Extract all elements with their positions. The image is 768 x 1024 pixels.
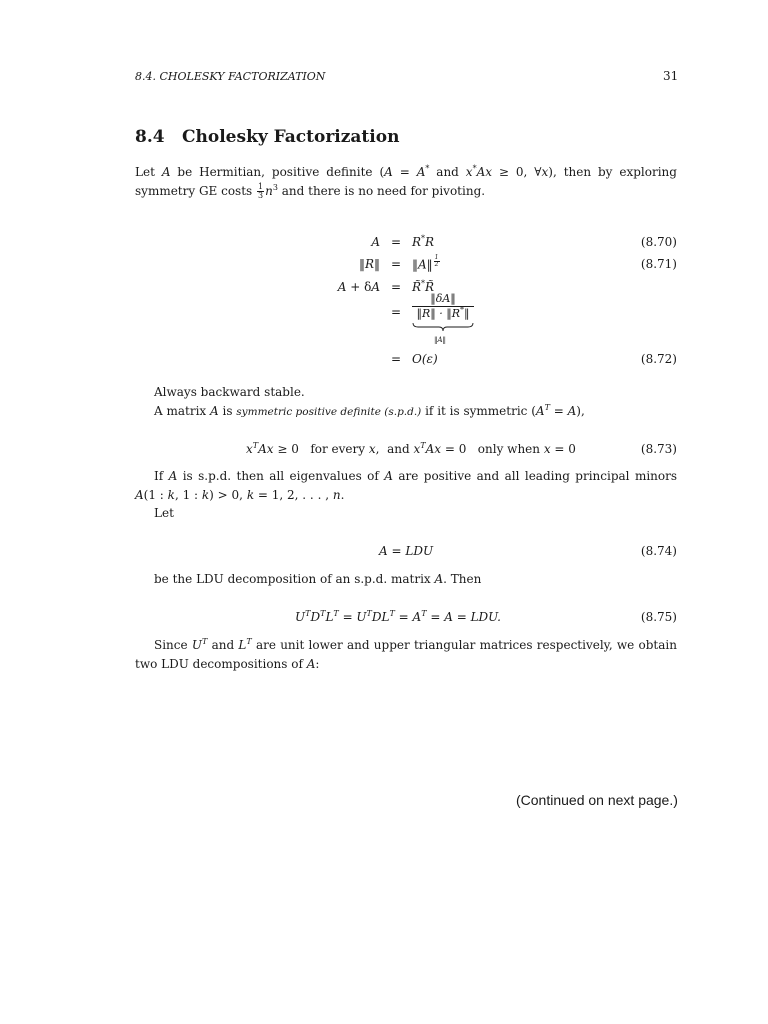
closing-paragraph: Since $U^T$ and $L^T$ are unit lower and upper triangular matrices respectively, we obtain two LDU decompositions of A: [135, 637, 677, 671]
ldu-line: be the LDU decomposition of an s.p.d. matrix A. Then [154, 572, 482, 586]
continued-note: (Continued on next page.) [516, 792, 678, 808]
spd-definition-line: A matrix A is symmetric positive definite (s.p.d.) if it is symmetric $(A^T = A)$, [154, 403, 585, 418]
section-heading [135, 128, 399, 147]
intro-paragraph: Let A be Hermitian, positive definite (A = A* and x*Ax ≥ 0, ∀x), then by exploring symmetry GE costs $\frac{1}{3}$ $n^3$ and there is no need for pivoting. [135, 164, 677, 200]
section-title: Cholesky Factorization [182, 127, 400, 147]
eigenvalue-paragraph: If A is s.p.d. then all eigenvalues of A are positive and all leading principal minors A(1 : k, 1 : k) > 0, k = 1, 2, . . . , n. [135, 469, 678, 502]
equation-number: (8.74) [640, 544, 677, 558]
equation-874: A = LDU [379, 544, 434, 558]
equation-number: (8.72) [640, 352, 677, 366]
equation-875: $U^TD^TL^T = U^TDL^T = A^T = A$ = LDU. [295, 609, 501, 624]
equation-number: (8.71) [640, 257, 677, 271]
page-number: 31 [663, 69, 679, 83]
section-number: 8.4 [135, 127, 165, 147]
equation-873: $x^TAx \ge 0$ for every x, and $x^TAx = 0$ only when x = 0 [246, 441, 576, 456]
equation-number: (8.73) [640, 442, 677, 456]
underbrace-icon [412, 322, 474, 332]
backward-stable-line: Always backward stable. [154, 385, 305, 399]
let-line: Let [154, 506, 174, 520]
equation-number: (8.70) [640, 235, 677, 249]
spd-phrase: symmetric positive definite (s.p.d.) [236, 406, 422, 418]
running-head: 8.4. CHOLESKY FACTORIZATION [135, 70, 326, 83]
equation-number: (8.75) [640, 610, 677, 624]
